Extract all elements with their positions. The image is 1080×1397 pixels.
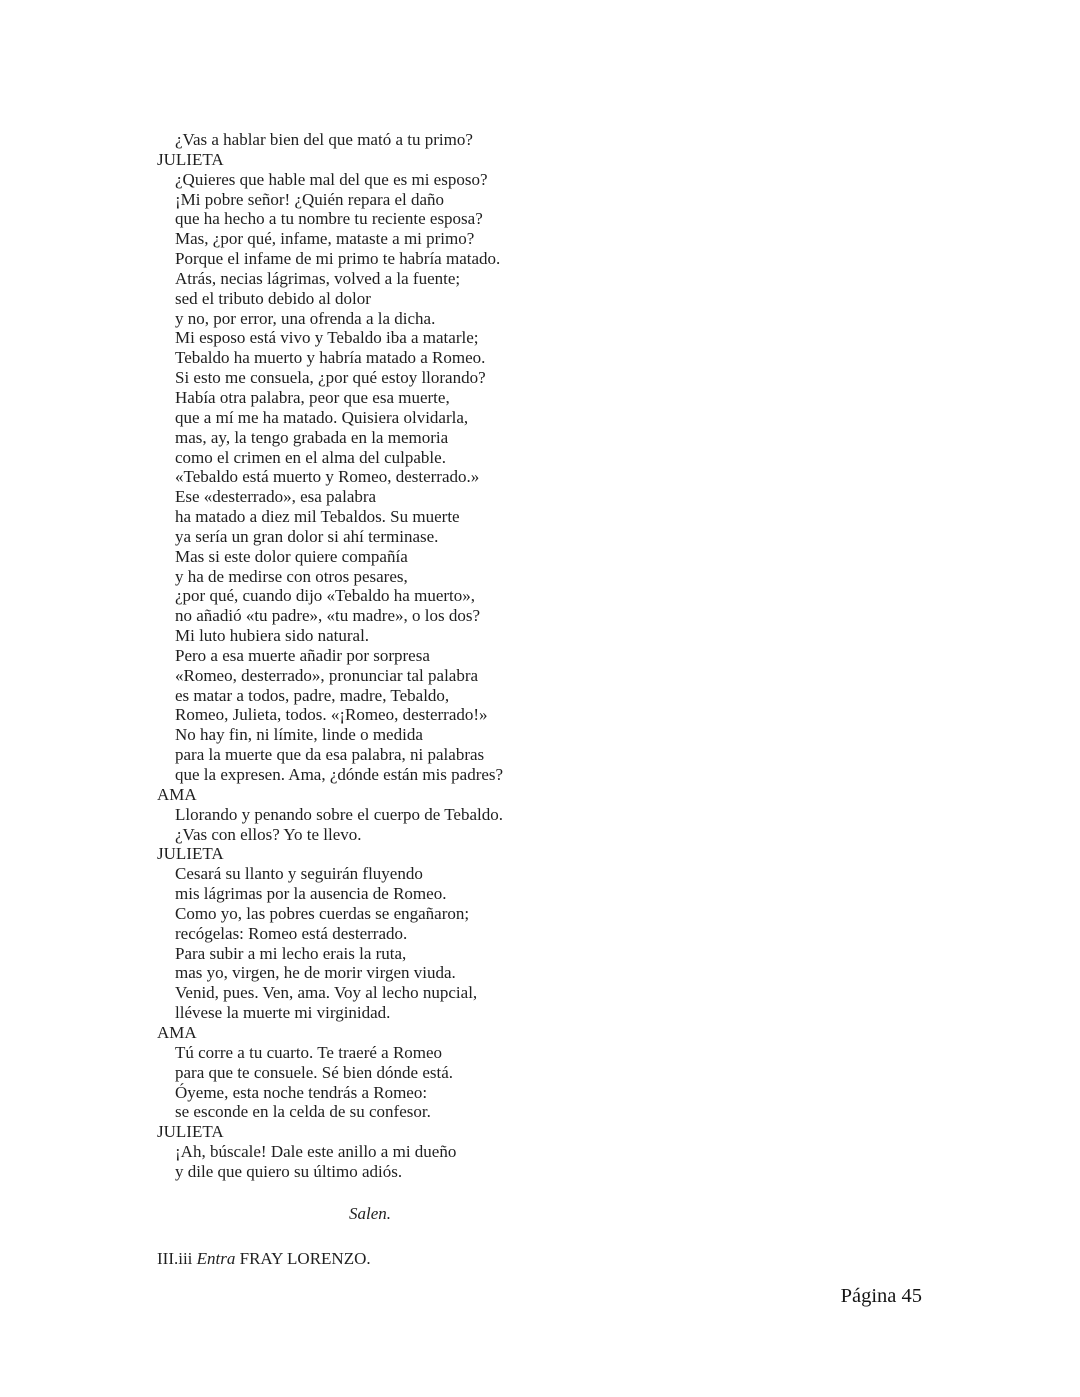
verse-line: y no, por error, una ofrenda a la dicha. [175, 308, 436, 328]
verse-line: ya sería un gran dolor si ahí terminase. [175, 526, 439, 546]
verse-line: Mas si este dolor quiere compañía [175, 546, 408, 566]
verse-line: Venid, pues. Ven, ama. Voy al lecho nupcial, [175, 983, 478, 1003]
verse-line: Para subir a mi lecho erais la ruta, [175, 943, 407, 963]
speaker-name: JULIETA [157, 149, 224, 169]
verse-line: como el crimen en el alma del culpable. [175, 447, 446, 467]
verse-line: Ese «desterrado», esa palabra [175, 487, 377, 507]
speaker-name: JULIETA [157, 1122, 224, 1142]
verse-line: Romeo, Julieta, todos. «¡Romeo, desterrado!» [175, 705, 488, 725]
verse-line: «Romeo, desterrado», pronunciar tal palabra [175, 665, 479, 685]
verse-line: ¿Vas a hablar bien del que mató a tu primo? [175, 130, 473, 149]
verse-line: para que te consuele. Sé bien dónde está. [175, 1062, 454, 1082]
verse-line: No hay fin, ni límite, linde o medida [175, 725, 423, 745]
verse-line: Óyeme, esta noche tendrás a Romeo: [175, 1082, 428, 1102]
verse-line: Tebaldo ha muerto y habría matado a Romeo. [175, 348, 486, 368]
verse-line: Atrás, necias lágrimas, volved a la fuente; [175, 268, 461, 288]
stage-direction: Salen. [348, 1203, 392, 1223]
page-number: Página 45 [840, 1285, 922, 1307]
verse-line: Mas, ¿por qué, infame, mataste a mi primo? [175, 229, 475, 249]
verse-line: Mi esposo está vivo y Tebaldo iba a matarle; [175, 328, 479, 348]
verse-line: ha matado a diez mil Tebaldos. Su muerte [175, 507, 460, 527]
verse-line: se esconde en la celda de su confesor. [175, 1102, 431, 1122]
verse-line: Si esto me consuela, ¿por qué estoy llorando? [175, 368, 486, 388]
verse-line: recógelas: Romeo está desterrado. [175, 923, 408, 943]
verse-line: ¡Ah, búscale! Dale este anillo a mi dueño [175, 1142, 457, 1162]
verse-line: mas, ay, la tengo grabada en la memoria [175, 427, 449, 447]
verse-line: ¡Mi pobre señor! ¿Quién repara el daño [175, 189, 445, 209]
verse-line: que a mí me ha matado. Quisiera olvidarla, [175, 407, 469, 427]
verse-line: Como yo, las pobres cuerdas se engañaron; [175, 903, 470, 923]
speaker-name: AMA [157, 784, 197, 804]
verse-line: Llorando y penando sobre el cuerpo de Tebaldo. [175, 804, 503, 824]
verse-line: que la expresen. Ama, ¿dónde están mis padres? [175, 765, 504, 784]
verse-line: «Tebaldo está muerto y Romeo, desterrado.» [175, 467, 480, 487]
text-block [157, 130, 923, 1182]
verse-line: que ha hecho a tu nombre tu reciente esposa? [175, 209, 483, 229]
scene-character-name: FRAY LORENZO. [239, 1248, 371, 1268]
verse-line: Porque el infame de mi primo te habría matado. [175, 249, 501, 269]
verse-line: Tú corre a tu cuarto. Te traeré a Romeo [175, 1042, 443, 1062]
verse-line: ¿Quieres que hable mal del que es mi esposo? [175, 169, 488, 189]
text-column [157, 130, 923, 1268]
speaker-name: AMA [157, 1022, 197, 1042]
verse-line: mis lágrimas por la ausencia de Romeo. [175, 884, 447, 904]
verse-line: sed el tributo debido al dolor [175, 288, 371, 308]
verse-line: mas yo, virgen, he de morir virgen viuda. [175, 963, 456, 983]
verse-line: Había otra palabra, peor que esa muerte, [175, 387, 450, 407]
scene-heading [157, 1249, 923, 1269]
verse-line: Pero a esa muerte añadir por sorpresa [175, 645, 430, 665]
verse-line: Mi luto hubiera sido natural. [175, 626, 370, 646]
verse-line: ¿Vas con ellos? Yo te llevo. [175, 824, 362, 844]
verse-line: no añadió «tu padre», «tu madre», o los dos? [175, 606, 480, 626]
scene-direction-word: Entra [196, 1248, 236, 1268]
verse-line: y ha de medirse con otros pesares, [175, 566, 408, 586]
verse-line: para la muerte que da esa palabra, ni palabras [175, 745, 485, 765]
verse-line: es matar a todos, padre, madre, Tebaldo, [175, 685, 450, 705]
speaker-name: JULIETA [157, 844, 224, 864]
verse-line: ¿por qué, cuando dijo «Tebaldo ha muerto», [175, 586, 475, 606]
verse-line: llévese la muerte mi virginidad. [175, 1003, 391, 1023]
scene-number: III.iii [157, 1248, 193, 1268]
verse-line: Cesará su llanto y seguirán fluyendo [175, 864, 423, 884]
verse-line: y dile que quiero su último adiós. [175, 1161, 403, 1181]
